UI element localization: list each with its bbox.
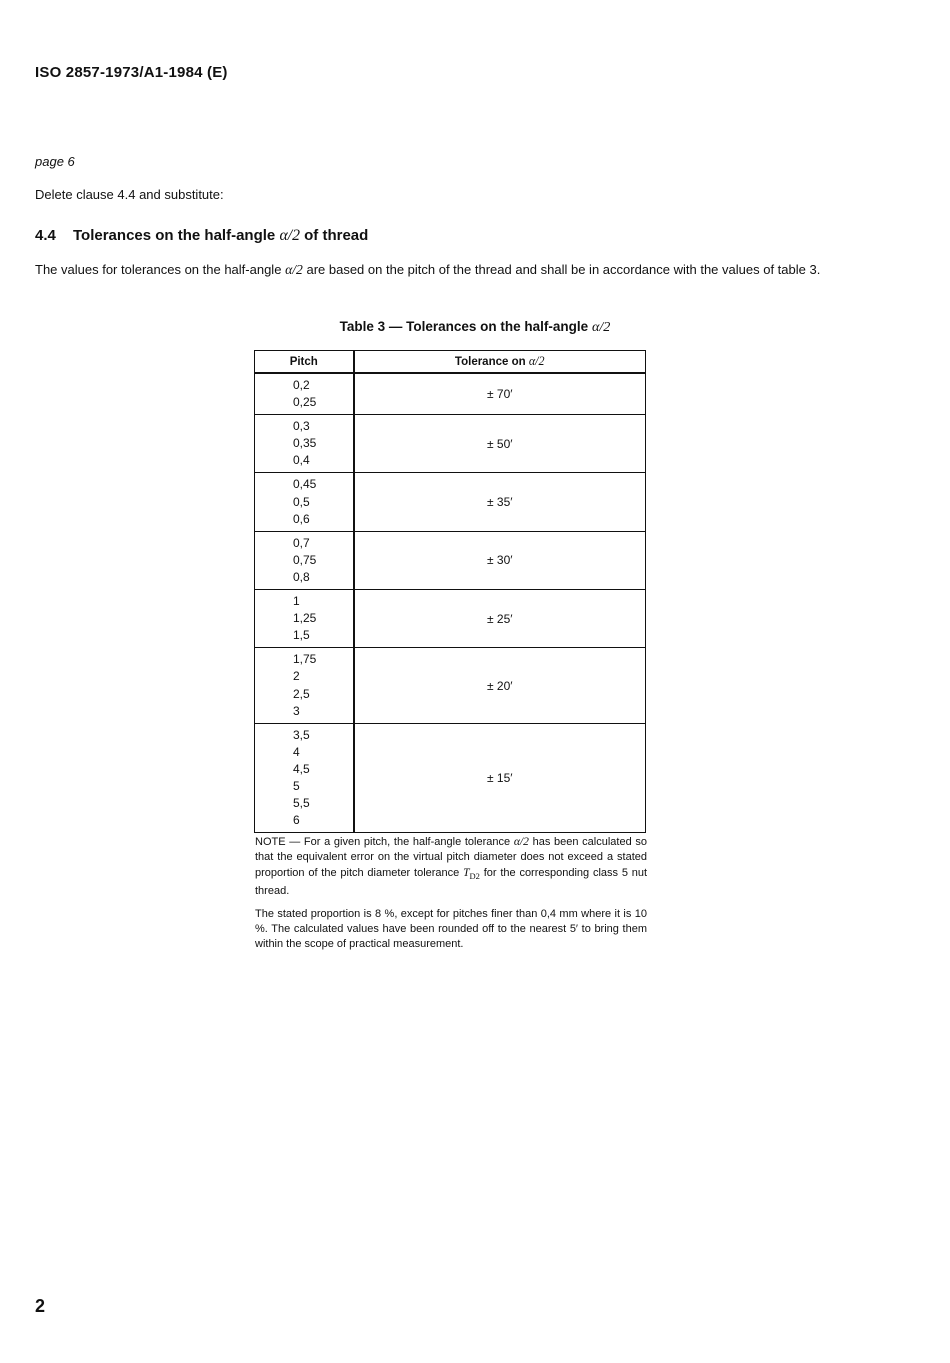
pitch-value: 5: [293, 778, 300, 793]
section-number: 4.4: [35, 227, 56, 244]
intro-text-end: are based on the pitch of the thread and shall be in accordance with the values of table 3.: [306, 262, 821, 277]
instruction-text: Delete clause 4.4 and substitute:: [35, 187, 224, 202]
table-caption-text: Table 3 — Tolerances on the half-angle: [339, 319, 589, 334]
pitch-value: 0,2: [293, 378, 310, 392]
tolerance-table: [254, 350, 646, 833]
tolerance-value: ± 30′: [354, 531, 646, 589]
table-header-row: [255, 351, 646, 374]
alpha-half-symbol: α/2: [279, 227, 300, 244]
page-reference: page 6: [35, 154, 75, 169]
tolerance-value: ± 70′: [354, 373, 646, 415]
pitch-value: 0,35: [293, 436, 317, 451]
tolerance-value: ± 15′: [354, 723, 646, 833]
alpha-half-symbol: α/2: [528, 354, 545, 368]
table-note: [255, 835, 647, 960]
pitch-value: 3,5: [293, 727, 310, 742]
pitch-value: 4,5: [293, 761, 310, 776]
pitch-value: 1,5: [293, 628, 310, 643]
tolerance-value: ± 35′: [354, 473, 646, 531]
note-text-middle: has been calculated so that the equivalent error on the virtual pitch diameter does not exceed a stated proportion of the pitch diameter tolerance: [255, 836, 647, 879]
pitch-value: 3: [293, 703, 300, 718]
document-id: ISO 2857-1973/A1-1984 (E): [35, 64, 228, 81]
pitch-value: 1: [293, 594, 300, 609]
alpha-half-symbol: α/2: [285, 262, 303, 277]
note-text-start: NOTE — For a given pitch, the half-angle tolerance: [255, 836, 511, 848]
table-body: [255, 373, 646, 833]
table-row: [255, 723, 646, 833]
pitch-cell: [255, 473, 354, 531]
pitch-value: 2: [293, 669, 300, 684]
table-row: [255, 415, 646, 473]
section-title-start: Tolerances on the half-angle: [73, 227, 276, 244]
tolerance-subscript: D2: [469, 870, 480, 881]
pitch-value: 5,5: [293, 796, 310, 811]
tolerance-column-header: [354, 351, 646, 374]
tolerance-symbol: T: [463, 866, 470, 879]
pitch-value: 0,3: [293, 419, 310, 434]
pitch-value: 4: [293, 744, 300, 759]
pitch-value: 0,6: [293, 511, 310, 526]
pitch-value: 1,25: [293, 611, 317, 626]
table-row: [255, 473, 646, 531]
pitch-column-header: Pitch: [255, 351, 354, 374]
table-row: [255, 373, 646, 415]
table-row: [255, 531, 646, 589]
intro-text-start: The values for tolerances on the half-angle: [35, 262, 282, 277]
pitch-value: 0,25: [293, 395, 317, 410]
pitch-cell: [255, 723, 354, 833]
pitch-cell: [255, 590, 354, 648]
pitch-cell: [255, 648, 354, 723]
note-paragraph-1: [255, 835, 647, 900]
pitch-value: 2,5: [293, 686, 310, 701]
pitch-value: 0,75: [293, 552, 317, 567]
section-title-end: of thread: [304, 227, 369, 244]
pitch-cell: [255, 415, 354, 473]
pitch-value: 0,5: [293, 494, 310, 509]
alpha-half-symbol: α/2: [513, 836, 529, 848]
table-row: [255, 590, 646, 648]
note-paragraph-2: The stated proportion is 8 %, except for pitches finer than 0,4 mm where it is 10 %. The calculated values have been rounded off to the nearest 5′ to bring them within the scope of practical measurement.: [255, 907, 647, 951]
intro-paragraph: [35, 261, 875, 279]
tolerance-value: ± 50′: [354, 415, 646, 473]
table-caption: [0, 319, 950, 336]
table-row: [255, 648, 646, 723]
alpha-half-symbol: α/2: [591, 319, 611, 335]
tolerance-value: ± 25′: [354, 590, 646, 648]
page-number: 2: [35, 1296, 46, 1316]
section-heading: [35, 227, 368, 245]
pitch-value: 1,75: [293, 652, 317, 667]
pitch-value: 0,7: [293, 535, 310, 550]
tolerance-value: ± 20′: [354, 648, 646, 723]
tolerance-header-text: Tolerance on: [454, 356, 526, 368]
pitch-cell: [255, 531, 354, 589]
pitch-value: 0,8: [293, 569, 310, 584]
note-text-end: for the corresponding class 5 nut thread.: [255, 866, 648, 898]
pitch-cell: [255, 373, 354, 415]
pitch-value: 6: [293, 813, 300, 828]
pitch-value: 0,4: [293, 453, 310, 468]
pitch-value: 0,45: [293, 477, 317, 492]
